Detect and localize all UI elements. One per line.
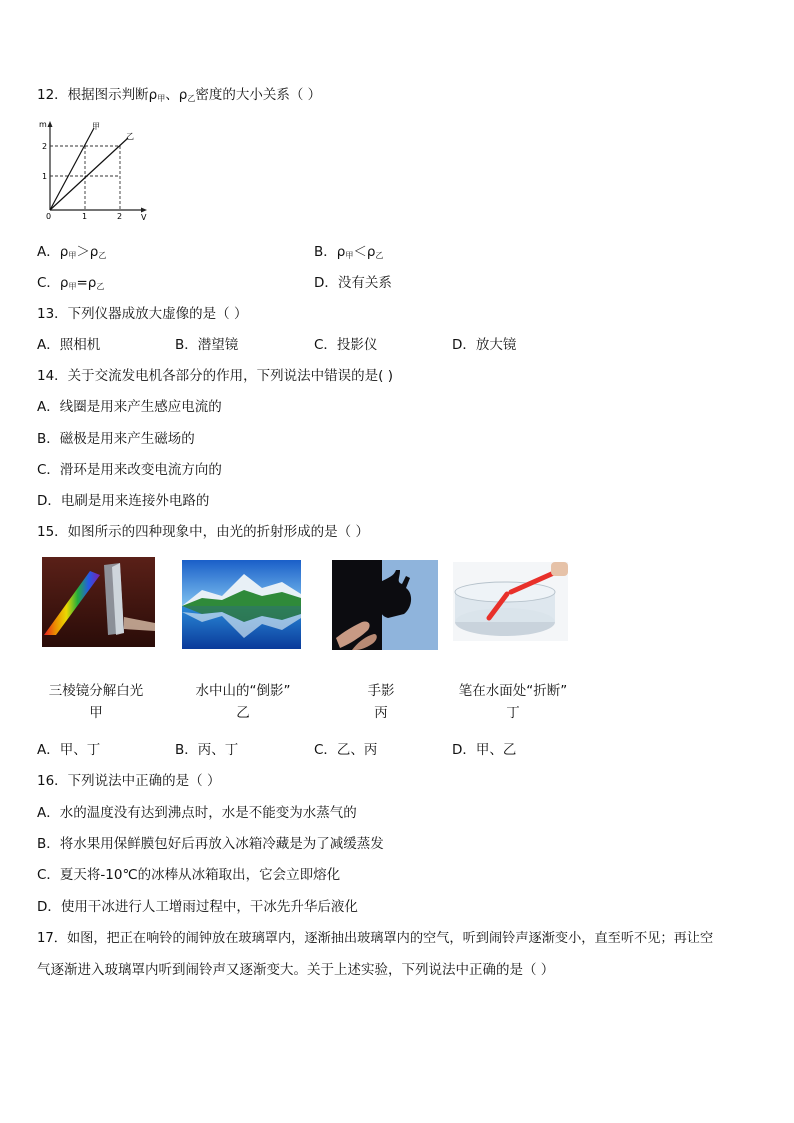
q13-option-c[interactable]: C．投影仪 (314, 337, 378, 353)
q14-option-c[interactable]: C．滑环是用来改变电流方向的 (37, 462, 222, 478)
tick-x2: 2 (117, 212, 123, 221)
q15-option-c[interactable]: C．乙、丙 (314, 742, 378, 758)
q12-mass-volume-graph (38, 118, 156, 222)
axis-m-label: m (39, 120, 47, 129)
axis-v-label: V (141, 213, 147, 222)
q15-option-d[interactable]: D．甲、乙 (452, 742, 517, 758)
q12-option-b[interactable]: B．$\rho_甲<\rho_乙$ (314, 244, 384, 260)
caption-yi: 水中山的“倒影” 乙 (195, 683, 291, 721)
hand-shadow-image (332, 560, 438, 650)
q13-stem: 13．下列仪器成放大虚像的是（ ） (37, 306, 248, 322)
q12-option-d[interactable]: D．没有关系 (314, 275, 392, 291)
q17-stem-line1: 17．如图，把正在响铃的闹钟放在玻璃罩内，逐渐抽出玻璃罩内的空气，听到闹铃声逐渐变小，直至听不见；再让空 (37, 931, 714, 946)
caption-bing: 手影 丙 (367, 683, 395, 721)
q17-stem-line2: 气逐渐进入玻璃罩内听到闹铃声又逐渐变大。关于上述实验，下列说法中正确的是（ ） (37, 962, 555, 978)
q15-option-a[interactable]: A．甲、丁 (37, 742, 101, 758)
q12-option-a[interactable]: A．$\rho_甲>\rho_乙$ (37, 244, 107, 260)
caption-ding: 笔在水面处“折断” 丁 (458, 683, 568, 721)
tick-y2: 2 (42, 142, 48, 151)
line-yi-label: 乙 (126, 132, 134, 141)
tick-x1: 1 (82, 212, 88, 221)
caption-jia: 三棱镜分解白光 甲 (48, 683, 144, 721)
q15-stem: 15．如图所示的四种现象中，由光的折射形成的是（ ） (37, 524, 369, 540)
q16-option-b[interactable]: B．将水果用保鲜膜包好后再放入冰箱冷藏是为了减缓蒸发 (37, 836, 384, 852)
line-jia-label: 甲 (92, 122, 100, 131)
q16-option-a[interactable]: A．水的温度没有达到沸点时，水是不能变为水蒸气的 (37, 805, 357, 821)
origin-label: 0 (46, 212, 52, 221)
prism-dispersion-image (42, 557, 155, 647)
tick-y1: 1 (42, 172, 48, 181)
q16-option-d[interactable]: D．使用干冰进行人工增雨过程中，干冰先升华后液化 (37, 899, 358, 915)
bent-pen-image (453, 562, 568, 641)
q16-option-c[interactable]: C．夏天将-10℃的冰棒从冰箱取出，它会立即熔化 (37, 867, 341, 883)
q14-option-a[interactable]: A．线圈是用来产生感应电流的 (37, 399, 222, 415)
q12-option-c[interactable]: C．$\rho_甲=\rho_乙$ (37, 275, 105, 291)
q16-stem: 16．下列说法中正确的是（ ） (37, 773, 221, 789)
q12-stem: 12．根据图示判断$\rho_甲$、$\rho_乙$密度的大小关系（ ） (37, 87, 322, 103)
q15-option-b[interactable]: B．丙、丁 (175, 742, 239, 758)
q13-option-b[interactable]: B．潜望镜 (175, 337, 239, 353)
q14-option-d[interactable]: D．电刷是用来连接外电路的 (37, 493, 210, 509)
q14-option-b[interactable]: B．磁极是用来产生磁场的 (37, 431, 195, 447)
mountain-reflection-image (182, 560, 301, 649)
q13-option-a[interactable]: A．照相机 (37, 337, 101, 353)
q14-stem: 14．关于交流发电机各部分的作用，下列说法中错误的是( ) (37, 368, 394, 384)
q13-option-d[interactable]: D．放大镜 (452, 337, 517, 353)
